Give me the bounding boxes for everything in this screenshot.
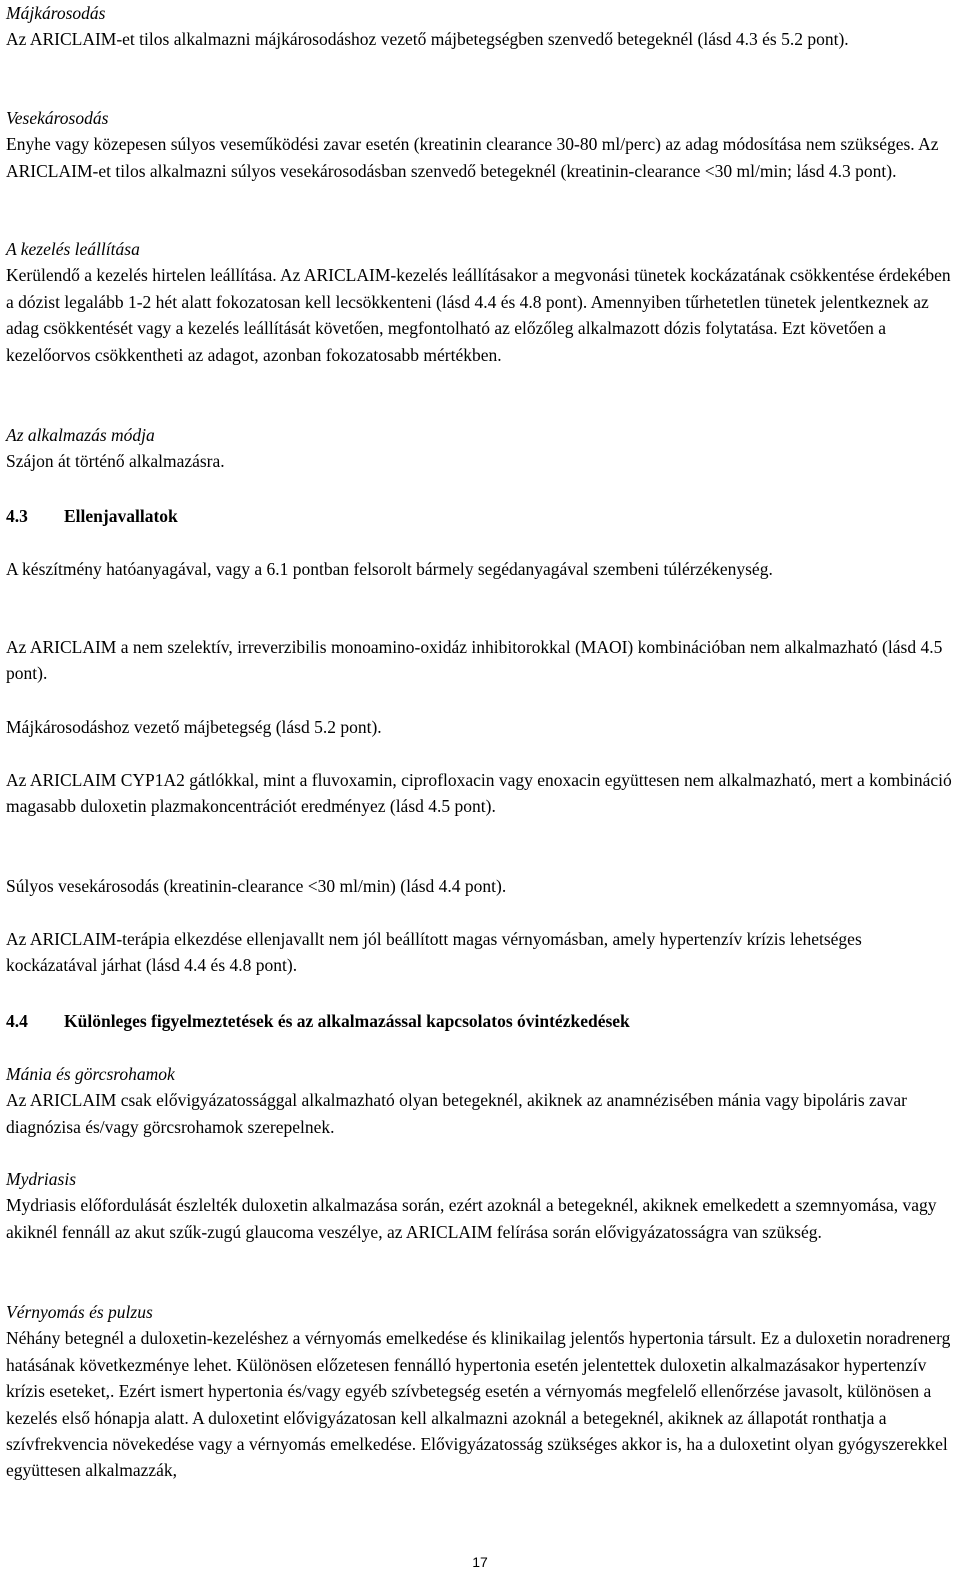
section-4-3-title: Ellenjavallatok xyxy=(64,506,178,526)
mydriasis-text: Mydriasis előfordulását észlelték duloxetin alkalmazása során, ezért azoknál a betegeknél, akiknek emelkedett a szemnyomása, vagy akiknél fennáll az akut szűk-zugú glaucoma veszélye, az ARICLAIM felírása során elővigyázatosságra van szükség. xyxy=(6,1195,937,1242)
page-number: 17 xyxy=(472,1554,488,1570)
section-4-4-number: 4.4 xyxy=(6,1011,28,1031)
mania-block xyxy=(6,1061,952,1140)
blood-pressure-text: Néhány betegnél a duloxetin-kezeléshez a vérnyomás emelkedése és klinikailag jelentős hypertonia társult. Ez a duloxetin noradrenerg hatásának következménye lehet. Különösen előzetesen fennálló hypertonia esetén jelentettek duloxetin alkalmazásakor hypertenzív krízis eseteket,. Ezért ismert hypertonia és/vagy egyéb szívbetegség esetén a vérnyomás megfelelő ellenőrzése javasolt, különösen a kezelés első hónapja alatt. A duloxetint elővigyázatosan kell alkalmazni azoknál a betegeknél, akiknek az állapotát ronthatja a szívfrekvencia növekedése vagy a vérnyomás emelkedése. Elővigyázatosság szükséges akkor is, ha a duloxetint olyan gyógyszerekkel együttesen alkalmazzák, xyxy=(6,1328,951,1481)
section-4-4-title: Különleges figyelmeztetések és az alkalmazással kapcsolatos óvintézkedések xyxy=(64,1011,630,1031)
section-4-3-number: 4.3 xyxy=(6,506,28,526)
renal-impairment-subheading: Vesekárosodás xyxy=(6,108,109,128)
mania-subheading: Mánia és görcsrohamok xyxy=(6,1064,175,1084)
discontinuation-subheading: A kezelés leállítása xyxy=(6,239,140,259)
hepatic-impairment-subheading: Májkárosodás xyxy=(6,3,106,23)
hepatic-impairment-text: Az ARICLAIM-et tilos alkalmazni májkárosodáshoz vezető májbetegségben szenvedő betegeknél (lásd 4.3 és 5.2 pont). xyxy=(6,29,849,50)
blood-pressure-subheading: Vérnyomás és pulzus xyxy=(6,1302,153,1322)
renal-impairment-block xyxy=(6,105,952,184)
contraindication-paragraph: Májkárosodáshoz vezető májbetegség (lásd 5.2 pont). xyxy=(6,717,382,737)
section-4-3-heading xyxy=(6,503,952,529)
hepatic-impairment-block xyxy=(6,0,952,53)
renal-impairment-text: Enyhe vagy közepesen súlyos veseműködési zavar esetén (kreatinin clearance 30-80 ml/perc) az adag módosítása nem szükséges. Az ARICLAIM-et tilos alkalmazni súlyos vesekárosodásban szenvedő betegeknél (kreatinin-clearance <30 ml/min; lásd 4.3 pont). xyxy=(6,134,939,181)
contraindication-paragraph: Súlyos vesekárosodás (kreatinin-clearance <30 ml/min) (lásd 4.4 pont). xyxy=(6,876,507,896)
contraindication-paragraph: Az ARICLAIM-terápia elkezdése ellenjavallt nem jól beállított magas vérnyomásban, amely hypertenzív krízis lehetséges kockázatával járhat (lásd 4.4 és 4.8 pont). xyxy=(6,929,862,976)
contraindication-paragraph: Az ARICLAIM a nem szelektív, irreverzibilis monoamino-oxidáz inhibitorokkal (MAOI) kombinációban nem alkalmazható (lásd 4.5 pont). xyxy=(6,637,943,684)
section-4-4-heading xyxy=(6,1008,952,1034)
contraindication-paragraph: Az ARICLAIM CYP1A2 gátlókkal, mint a fluvoxamin, ciprofloxacin vagy enoxacin együttesen nem alkalmazható, mert a kombináció magasabb duloxetin plazmakoncentrációt eredményez (lásd 4.5 pont). xyxy=(6,770,952,817)
blood-pressure-block xyxy=(6,1299,952,1484)
discontinuation-text: Kerülendő a kezelés hirtelen leállítása. Az ARICLAIM-kezelés leállításakor a megvonási tünetek kockázatának csökkentése érdekében a dózist legalább 1-2 hét alatt fokozatosan kell lecsökkenteni (lásd 4.4 és 4.8 pont). Amennyiben tűrhetetlen tünetek jelentkeznek az adag csökkentését vagy a kezelés leállítását követően, megfontolható az előzőleg alkalmazott dózis folytatása. Ezt követően a kezelőorvos csökkentheti az adagot, azonban fokozatosabb mértékben. xyxy=(6,265,951,365)
discontinuation-block xyxy=(6,236,952,368)
mania-text: Az ARICLAIM csak elővigyázatossággal alkalmazható olyan betegeknél, akiknek az anamnézisében mánia vagy bipoláris zavar diagnózisa és/vagy görcsrohamok szerepelnek. xyxy=(6,1090,907,1137)
mydriasis-block xyxy=(6,1166,952,1245)
administration-text: Szájon át történő alkalmazásra. xyxy=(6,451,225,472)
mydriasis-subheading: Mydriasis xyxy=(6,1169,76,1189)
administration-block xyxy=(6,422,952,475)
contraindication-paragraph: A készítmény hatóanyagával, vagy a 6.1 pontban felsorolt bármely segédanyagával szembeni túlérzékenység. xyxy=(6,559,773,579)
administration-subheading: Az alkalmazás módja xyxy=(6,425,155,445)
